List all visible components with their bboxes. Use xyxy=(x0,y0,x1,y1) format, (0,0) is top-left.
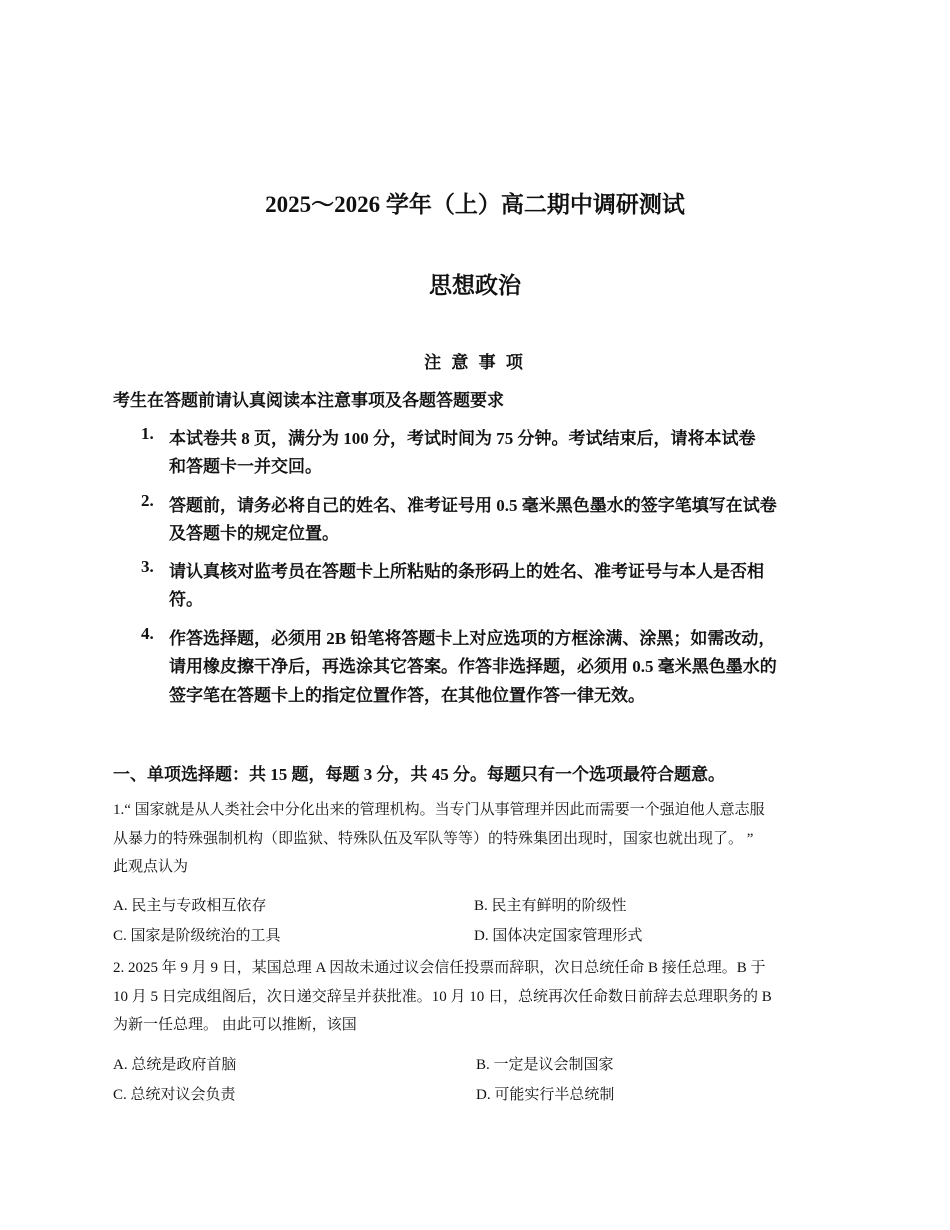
notice-intro: 考生在答题前请认真阅读本注意事项及各题答题要求 xyxy=(113,391,504,410)
notice-item-number: 2. xyxy=(141,491,154,510)
option-b: B. 民主有鲜明的阶级性 xyxy=(474,898,627,914)
question-line: 2. 2025 年 9 月 9 日，某国总理 A 因故未通过议会信任投票而辞职，次日总统任命 B 接任总理。B 于 xyxy=(113,960,766,976)
notice-item-line: 作答选择题，必须用 2B 铅笔将答题卡上对应选项的方框涂满、涂黑；如需改动， xyxy=(169,629,776,648)
notice-item-line: 符。 xyxy=(169,590,203,609)
notice-item-line: 签字笔在答题卡上的指定位置作答，在其他位置作答一律无效。 xyxy=(169,686,645,705)
option-c: C. 总统对议会负责 xyxy=(113,1087,236,1103)
question-line: 1.“ 国家就是从人类社会中分化出来的管理机构。当专门从事管理并因此而需要一个强迫他人意志服 xyxy=(113,802,765,818)
option-d: D. 国体决定国家管理形式 xyxy=(474,928,643,944)
question-line: 10 月 5 日完成组阁后，次日递交辞呈并获批准。10 月 10 日，总统再次任命数日前辞去总理职务的 B xyxy=(113,989,772,1005)
notice-item-line: 本试卷共 8 页，满分为 100 分，考试时间为 75 分钟。考试结束后，请将本试卷 xyxy=(169,429,756,448)
option-a: A. 民主与专政相互依存 xyxy=(113,898,267,914)
notice-item-line: 及答题卡的规定位置。 xyxy=(169,524,339,543)
subject-title: 思想政治 xyxy=(429,273,521,298)
notice-item-line: 和答题卡一并交回。 xyxy=(169,457,322,476)
notice-item-number: 3. xyxy=(141,557,154,576)
question-line: 此观点认为 xyxy=(113,859,189,875)
notice-heading: 注 意 事 项 xyxy=(424,353,526,372)
option-d: D. 可能实行半总统制 xyxy=(476,1087,615,1103)
exam-title: 2025～2026 学年（上）高二期中调研测试 xyxy=(265,192,685,217)
question-line: 为新一任总理。 由此可以推断，该国 xyxy=(113,1017,357,1033)
option-c: C. 国家是阶级统治的工具 xyxy=(113,928,281,944)
notice-item-line: 请认真核对监考员在答题卡上所粘贴的条形码上的姓名、准考证号与本人是否相 xyxy=(169,562,764,581)
question-line: 从暴力的特殊强制机构（即监狱、特殊队伍及军队等等）的特殊集团出现时，国家也就出现了。 ” xyxy=(113,831,754,847)
option-a: A. 总统是政府首脑 xyxy=(113,1057,237,1073)
section-heading: 一、单项选择题：共 15 题，每题 3 分，共 45 分。每题只有一个选项最符合题意。 xyxy=(113,765,725,784)
notice-item-number: 1. xyxy=(141,424,154,443)
notice-item-number: 4. xyxy=(141,624,154,643)
notice-item-line: 答题前，请务必将自己的姓名、准考证号用 0.5 毫米黑色墨水的签字笔填写在试卷 xyxy=(169,496,777,515)
option-b: B. 一定是议会制国家 xyxy=(476,1057,614,1073)
notice-item-line: 请用橡皮擦干净后，再选涂其它答案。作答非选择题，必须用 0.5 毫米黑色墨水的 xyxy=(169,657,777,676)
